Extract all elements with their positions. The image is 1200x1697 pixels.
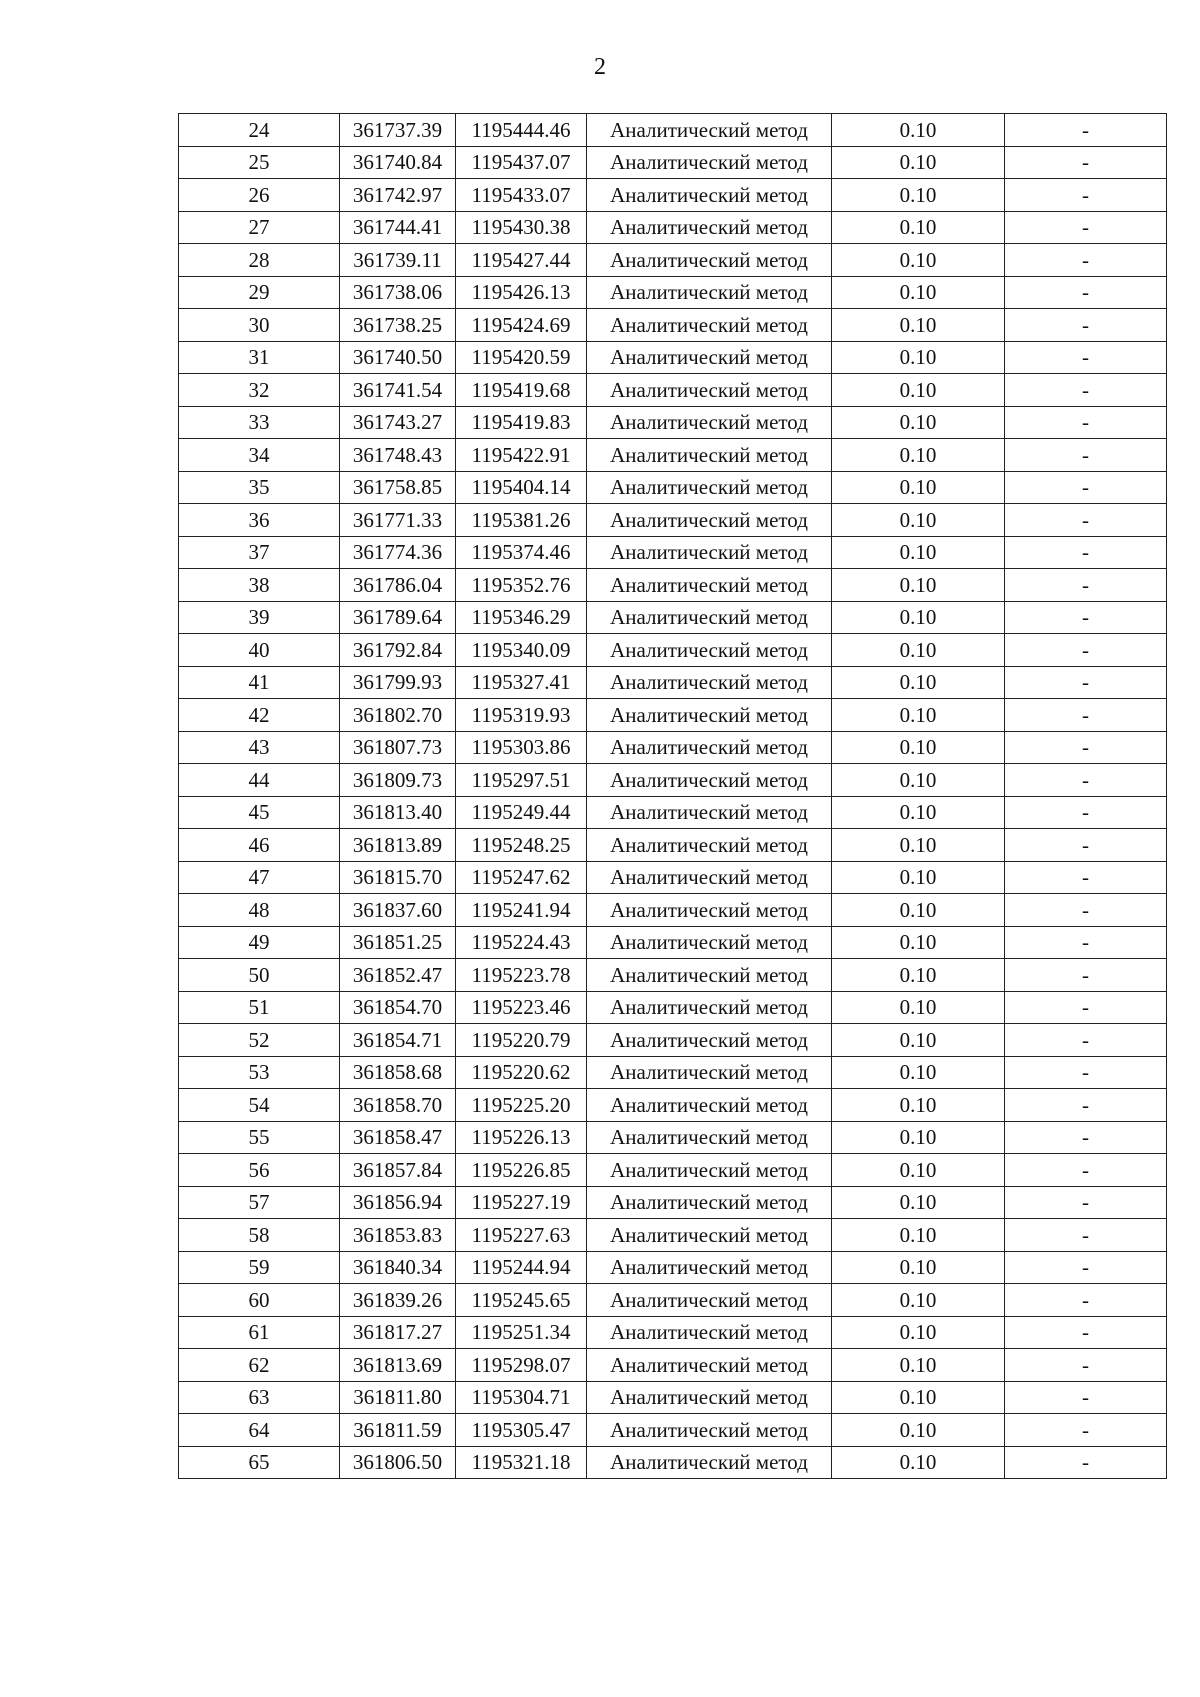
method-cell: Аналитический метод [587,601,832,634]
y-coordinate-cell: 1195424.69 [456,309,587,342]
x-coordinate-cell: 361799.93 [340,666,456,699]
accuracy-cell: 0.10 [832,829,1005,862]
table-row [179,601,1167,634]
x-coordinate-cell: 361743.27 [340,406,456,439]
table-row [179,861,1167,894]
y-coordinate-cell: 1195226.13 [456,1121,587,1154]
accuracy-cell: 0.10 [832,536,1005,569]
table-row [179,959,1167,992]
y-coordinate-cell: 1195249.44 [456,796,587,829]
method-cell: Аналитический метод [587,536,832,569]
method-cell: Аналитический метод [587,1414,832,1447]
accuracy-cell: 0.10 [832,1381,1005,1414]
table-row [179,1056,1167,1089]
point-number-cell: 63 [179,1381,340,1414]
y-coordinate-cell: 1195304.71 [456,1381,587,1414]
x-coordinate-cell: 361738.25 [340,309,456,342]
table-row [179,1316,1167,1349]
accuracy-cell: 0.10 [832,1414,1005,1447]
description-cell: - [1005,146,1167,179]
x-coordinate-cell: 361771.33 [340,504,456,537]
point-number-cell: 45 [179,796,340,829]
description-cell: - [1005,1024,1167,1057]
point-number-cell: 46 [179,829,340,862]
description-cell: - [1005,179,1167,212]
x-coordinate-cell: 361817.27 [340,1316,456,1349]
accuracy-cell: 0.10 [832,1219,1005,1252]
y-coordinate-cell: 1195248.25 [456,829,587,862]
table-row [179,1121,1167,1154]
x-coordinate-cell: 361856.94 [340,1186,456,1219]
accuracy-cell: 0.10 [832,861,1005,894]
method-cell: Аналитический метод [587,1154,832,1187]
method-cell: Аналитический метод [587,1316,832,1349]
description-cell: - [1005,1186,1167,1219]
point-number-cell: 57 [179,1186,340,1219]
accuracy-cell: 0.10 [832,634,1005,667]
description-cell: - [1005,1446,1167,1479]
x-coordinate-cell: 361740.84 [340,146,456,179]
accuracy-cell: 0.10 [832,1349,1005,1382]
x-coordinate-cell: 361811.80 [340,1381,456,1414]
table-row [179,341,1167,374]
table-row [179,276,1167,309]
method-cell: Аналитический метод [587,991,832,1024]
accuracy-cell: 0.10 [832,699,1005,732]
y-coordinate-cell: 1195426.13 [456,276,587,309]
table-row [179,536,1167,569]
table-row [179,731,1167,764]
method-cell: Аналитический метод [587,666,832,699]
coordinates-table [178,113,1167,1479]
point-number-cell: 35 [179,471,340,504]
y-coordinate-cell: 1195437.07 [456,146,587,179]
page-number: 2 [594,54,606,80]
x-coordinate-cell: 361774.36 [340,536,456,569]
y-coordinate-cell: 1195303.86 [456,731,587,764]
x-coordinate-cell: 361792.84 [340,634,456,667]
y-coordinate-cell: 1195223.46 [456,991,587,1024]
method-cell: Аналитический метод [587,731,832,764]
description-cell: - [1005,666,1167,699]
x-coordinate-cell: 361858.47 [340,1121,456,1154]
method-cell: Аналитический метод [587,1089,832,1122]
y-coordinate-cell: 1195245.65 [456,1284,587,1317]
point-number-cell: 64 [179,1414,340,1447]
table-row [179,1089,1167,1122]
description-cell: - [1005,1121,1167,1154]
method-cell: Аналитический метод [587,1219,832,1252]
x-coordinate-cell: 361858.70 [340,1089,456,1122]
description-cell: - [1005,439,1167,472]
x-coordinate-cell: 361854.71 [340,1024,456,1057]
table-row [179,1219,1167,1252]
x-coordinate-cell: 361815.70 [340,861,456,894]
table-row [179,1284,1167,1317]
method-cell: Аналитический метод [587,276,832,309]
x-coordinate-cell: 361857.84 [340,1154,456,1187]
x-coordinate-cell: 361758.85 [340,471,456,504]
method-cell: Аналитический метод [587,1446,832,1479]
coordinates-table-body [179,114,1167,1479]
x-coordinate-cell: 361837.60 [340,894,456,927]
table-row [179,991,1167,1024]
method-cell: Аналитический метод [587,1056,832,1089]
description-cell: - [1005,1284,1167,1317]
accuracy-cell: 0.10 [832,406,1005,439]
y-coordinate-cell: 1195247.62 [456,861,587,894]
point-number-cell: 34 [179,439,340,472]
point-number-cell: 62 [179,1349,340,1382]
accuracy-cell: 0.10 [832,959,1005,992]
method-cell: Аналитический метод [587,114,832,147]
table-row [179,406,1167,439]
x-coordinate-cell: 361813.69 [340,1349,456,1382]
point-number-cell: 27 [179,211,340,244]
point-number-cell: 32 [179,374,340,407]
method-cell: Аналитический метод [587,244,832,277]
description-cell: - [1005,211,1167,244]
method-cell: Аналитический метод [587,341,832,374]
point-number-cell: 39 [179,601,340,634]
accuracy-cell: 0.10 [832,439,1005,472]
x-coordinate-cell: 361858.68 [340,1056,456,1089]
point-number-cell: 48 [179,894,340,927]
method-cell: Аналитический метод [587,829,832,862]
y-coordinate-cell: 1195298.07 [456,1349,587,1382]
y-coordinate-cell: 1195346.29 [456,601,587,634]
point-number-cell: 58 [179,1219,340,1252]
point-number-cell: 24 [179,114,340,147]
accuracy-cell: 0.10 [832,764,1005,797]
description-cell: - [1005,1089,1167,1122]
x-coordinate-cell: 361786.04 [340,569,456,602]
y-coordinate-cell: 1195319.93 [456,699,587,732]
x-coordinate-cell: 361738.06 [340,276,456,309]
table-row [179,439,1167,472]
point-number-cell: 61 [179,1316,340,1349]
accuracy-cell: 0.10 [832,1186,1005,1219]
y-coordinate-cell: 1195327.41 [456,666,587,699]
accuracy-cell: 0.10 [832,569,1005,602]
point-number-cell: 59 [179,1251,340,1284]
description-cell: - [1005,764,1167,797]
y-coordinate-cell: 1195419.83 [456,406,587,439]
accuracy-cell: 0.10 [832,276,1005,309]
point-number-cell: 30 [179,309,340,342]
point-number-cell: 50 [179,959,340,992]
point-number-cell: 25 [179,146,340,179]
accuracy-cell: 0.10 [832,309,1005,342]
accuracy-cell: 0.10 [832,114,1005,147]
description-cell: - [1005,536,1167,569]
table-row [179,1154,1167,1187]
accuracy-cell: 0.10 [832,1089,1005,1122]
description-cell: - [1005,601,1167,634]
y-coordinate-cell: 1195226.85 [456,1154,587,1187]
description-cell: - [1005,991,1167,1024]
y-coordinate-cell: 1195404.14 [456,471,587,504]
description-cell: - [1005,406,1167,439]
accuracy-cell: 0.10 [832,179,1005,212]
point-number-cell: 51 [179,991,340,1024]
description-cell: - [1005,244,1167,277]
table-row [179,471,1167,504]
method-cell: Аналитический метод [587,374,832,407]
y-coordinate-cell: 1195227.19 [456,1186,587,1219]
point-number-cell: 55 [179,1121,340,1154]
accuracy-cell: 0.10 [832,374,1005,407]
table-row [179,829,1167,862]
accuracy-cell: 0.10 [832,601,1005,634]
table-row [179,114,1167,147]
x-coordinate-cell: 361813.40 [340,796,456,829]
accuracy-cell: 0.10 [832,341,1005,374]
description-cell: - [1005,309,1167,342]
point-number-cell: 28 [179,244,340,277]
table-row [179,796,1167,829]
accuracy-cell: 0.10 [832,731,1005,764]
x-coordinate-cell: 361851.25 [340,926,456,959]
accuracy-cell: 0.10 [832,1284,1005,1317]
y-coordinate-cell: 1195241.94 [456,894,587,927]
description-cell: - [1005,504,1167,537]
accuracy-cell: 0.10 [832,1251,1005,1284]
description-cell: - [1005,471,1167,504]
table-row [179,1446,1167,1479]
method-cell: Аналитический метод [587,406,832,439]
description-cell: - [1005,959,1167,992]
description-cell: - [1005,1219,1167,1252]
table-row [179,926,1167,959]
point-number-cell: 43 [179,731,340,764]
point-number-cell: 41 [179,666,340,699]
table-row [179,699,1167,732]
method-cell: Аналитический метод [587,959,832,992]
point-number-cell: 36 [179,504,340,537]
description-cell: - [1005,1056,1167,1089]
method-cell: Аналитический метод [587,569,832,602]
x-coordinate-cell: 361741.54 [340,374,456,407]
description-cell: - [1005,276,1167,309]
x-coordinate-cell: 361742.97 [340,179,456,212]
description-cell: - [1005,731,1167,764]
point-number-cell: 54 [179,1089,340,1122]
y-coordinate-cell: 1195251.34 [456,1316,587,1349]
method-cell: Аналитический метод [587,309,832,342]
point-number-cell: 65 [179,1446,340,1479]
description-cell: - [1005,1414,1167,1447]
method-cell: Аналитический метод [587,211,832,244]
x-coordinate-cell: 361813.89 [340,829,456,862]
y-coordinate-cell: 1195220.79 [456,1024,587,1057]
point-number-cell: 49 [179,926,340,959]
method-cell: Аналитический метод [587,796,832,829]
method-cell: Аналитический метод [587,1024,832,1057]
method-cell: Аналитический метод [587,439,832,472]
accuracy-cell: 0.10 [832,991,1005,1024]
y-coordinate-cell: 1195225.20 [456,1089,587,1122]
description-cell: - [1005,829,1167,862]
method-cell: Аналитический метод [587,1251,832,1284]
table-row [179,666,1167,699]
description-cell: - [1005,114,1167,147]
point-number-cell: 42 [179,699,340,732]
table-row [179,634,1167,667]
x-coordinate-cell: 361740.50 [340,341,456,374]
method-cell: Аналитический метод [587,471,832,504]
table-row [179,1186,1167,1219]
description-cell: - [1005,861,1167,894]
accuracy-cell: 0.10 [832,244,1005,277]
point-number-cell: 56 [179,1154,340,1187]
table-row [179,1349,1167,1382]
description-cell: - [1005,1251,1167,1284]
x-coordinate-cell: 361807.73 [340,731,456,764]
table-row [179,1251,1167,1284]
x-coordinate-cell: 361744.41 [340,211,456,244]
y-coordinate-cell: 1195352.76 [456,569,587,602]
description-cell: - [1005,796,1167,829]
method-cell: Аналитический метод [587,1381,832,1414]
table-row [179,309,1167,342]
y-coordinate-cell: 1195224.43 [456,926,587,959]
y-coordinate-cell: 1195381.26 [456,504,587,537]
point-number-cell: 53 [179,1056,340,1089]
x-coordinate-cell: 361802.70 [340,699,456,732]
table-row [179,569,1167,602]
accuracy-cell: 0.10 [832,1154,1005,1187]
y-coordinate-cell: 1195244.94 [456,1251,587,1284]
description-cell: - [1005,699,1167,732]
description-cell: - [1005,1381,1167,1414]
y-coordinate-cell: 1195297.51 [456,764,587,797]
method-cell: Аналитический метод [587,764,832,797]
table-row [179,211,1167,244]
point-number-cell: 33 [179,406,340,439]
accuracy-cell: 0.10 [832,666,1005,699]
table-row [179,244,1167,277]
method-cell: Аналитический метод [587,1121,832,1154]
method-cell: Аналитический метод [587,1186,832,1219]
table-row [179,374,1167,407]
table-row [179,146,1167,179]
accuracy-cell: 0.10 [832,796,1005,829]
accuracy-cell: 0.10 [832,894,1005,927]
method-cell: Аналитический метод [587,894,832,927]
x-coordinate-cell: 361853.83 [340,1219,456,1252]
point-number-cell: 47 [179,861,340,894]
accuracy-cell: 0.10 [832,211,1005,244]
method-cell: Аналитический метод [587,179,832,212]
y-coordinate-cell: 1195340.09 [456,634,587,667]
x-coordinate-cell: 361737.39 [340,114,456,147]
method-cell: Аналитический метод [587,634,832,667]
x-coordinate-cell: 361839.26 [340,1284,456,1317]
x-coordinate-cell: 361748.43 [340,439,456,472]
method-cell: Аналитический метод [587,861,832,894]
description-cell: - [1005,1316,1167,1349]
x-coordinate-cell: 361854.70 [340,991,456,1024]
y-coordinate-cell: 1195422.91 [456,439,587,472]
y-coordinate-cell: 1195305.47 [456,1414,587,1447]
y-coordinate-cell: 1195430.38 [456,211,587,244]
point-number-cell: 40 [179,634,340,667]
table-row [179,1381,1167,1414]
y-coordinate-cell: 1195419.68 [456,374,587,407]
y-coordinate-cell: 1195444.46 [456,114,587,147]
method-cell: Аналитический метод [587,699,832,732]
method-cell: Аналитический метод [587,1349,832,1382]
method-cell: Аналитический метод [587,926,832,959]
y-coordinate-cell: 1195374.46 [456,536,587,569]
description-cell: - [1005,1349,1167,1382]
table-row [179,1414,1167,1447]
method-cell: Аналитический метод [587,146,832,179]
accuracy-cell: 0.10 [832,471,1005,504]
point-number-cell: 31 [179,341,340,374]
x-coordinate-cell: 361806.50 [340,1446,456,1479]
accuracy-cell: 0.10 [832,1121,1005,1154]
description-cell: - [1005,894,1167,927]
table-row [179,179,1167,212]
method-cell: Аналитический метод [587,504,832,537]
description-cell: - [1005,926,1167,959]
y-coordinate-cell: 1195227.63 [456,1219,587,1252]
table-row [179,894,1167,927]
table-row [179,764,1167,797]
y-coordinate-cell: 1195223.78 [456,959,587,992]
y-coordinate-cell: 1195321.18 [456,1446,587,1479]
point-number-cell: 38 [179,569,340,602]
description-cell: - [1005,569,1167,602]
point-number-cell: 26 [179,179,340,212]
point-number-cell: 37 [179,536,340,569]
x-coordinate-cell: 361789.64 [340,601,456,634]
accuracy-cell: 0.10 [832,926,1005,959]
method-cell: Аналитический метод [587,1284,832,1317]
description-cell: - [1005,341,1167,374]
point-number-cell: 29 [179,276,340,309]
x-coordinate-cell: 361739.11 [340,244,456,277]
y-coordinate-cell: 1195220.62 [456,1056,587,1089]
y-coordinate-cell: 1195427.44 [456,244,587,277]
x-coordinate-cell: 361811.59 [340,1414,456,1447]
table-row [179,1024,1167,1057]
description-cell: - [1005,374,1167,407]
point-number-cell: 52 [179,1024,340,1057]
accuracy-cell: 0.10 [832,146,1005,179]
y-coordinate-cell: 1195420.59 [456,341,587,374]
accuracy-cell: 0.10 [832,1316,1005,1349]
accuracy-cell: 0.10 [832,504,1005,537]
x-coordinate-cell: 361840.34 [340,1251,456,1284]
accuracy-cell: 0.10 [832,1024,1005,1057]
x-coordinate-cell: 361852.47 [340,959,456,992]
y-coordinate-cell: 1195433.07 [456,179,587,212]
accuracy-cell: 0.10 [832,1056,1005,1089]
description-cell: - [1005,1154,1167,1187]
x-coordinate-cell: 361809.73 [340,764,456,797]
point-number-cell: 60 [179,1284,340,1317]
accuracy-cell: 0.10 [832,1446,1005,1479]
description-cell: - [1005,634,1167,667]
point-number-cell: 44 [179,764,340,797]
table-row [179,504,1167,537]
